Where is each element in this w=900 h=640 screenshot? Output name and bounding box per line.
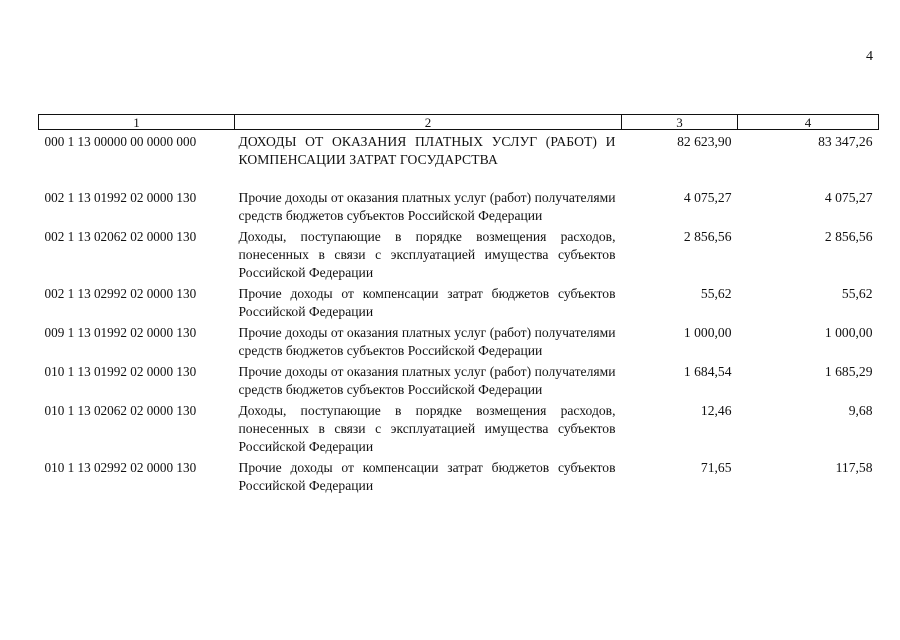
revenue-name: Прочие доходы от компенсации затрат бюджетов субъектов Российской Федерации: [238, 286, 616, 319]
value-column-3: 1 684,54: [683, 364, 732, 379]
value-column-3: 2 856,56: [683, 229, 732, 244]
table-row: [39, 189, 879, 228]
value-column-3: 55,62: [700, 286, 732, 301]
value-column-3: 12,46: [700, 403, 732, 418]
budget-code: 010 1 13 02992 02 0000 130: [44, 460, 197, 475]
value-column-4: 117,58: [835, 460, 873, 475]
revenue-name: Прочие доходы от оказания платных услуг (работ) получателями средств бюджетов субъектов Российской Федерации: [238, 190, 616, 223]
budget-code: 002 1 13 02062 02 0000 130: [44, 229, 197, 244]
column-header-2: 2: [235, 115, 622, 130]
value-column-4: 55,62: [841, 286, 873, 301]
value-column-4: 4 075,27: [824, 190, 873, 205]
table-header: [39, 115, 879, 130]
budget-code: 009 1 13 01992 02 0000 130: [44, 325, 197, 340]
value-column-3: 82 623,90: [677, 134, 732, 149]
value-column-3: 4 075,27: [683, 190, 732, 205]
value-column-3: 1 000,00: [683, 325, 732, 340]
revenue-table: [38, 114, 879, 498]
table-row: [39, 324, 879, 363]
table-row: [39, 130, 879, 170]
table-row: [39, 363, 879, 402]
row-spacer: [39, 169, 879, 189]
table-row: [39, 228, 879, 285]
revenue-name: Доходы, поступающие в порядке возмещения расходов, понесенных в связи с эксплуатацией имущества субъектов Российской Федерации: [238, 229, 616, 280]
page-number: 4: [866, 49, 873, 64]
table-row: [39, 459, 879, 498]
budget-code: 010 1 13 02062 02 0000 130: [44, 403, 197, 418]
revenue-name: Прочие доходы от оказания платных услуг (работ) получателями средств бюджетов субъектов Российской Федерации: [238, 364, 616, 397]
value-column-4: 1 000,00: [824, 325, 873, 340]
budget-code: 000 1 13 00000 00 0000 000: [44, 134, 197, 149]
revenue-name: Прочие доходы от оказания платных услуг (работ) получателями средств бюджетов субъектов Российской Федерации: [238, 325, 616, 358]
column-header-3: 3: [622, 115, 738, 130]
value-column-4: 1 685,29: [824, 364, 873, 379]
budget-code: 010 1 13 01992 02 0000 130: [44, 364, 197, 379]
column-header-1: 1: [39, 115, 235, 130]
table-row: [39, 402, 879, 459]
table-body: [39, 130, 879, 499]
revenue-name: ДОХОДЫ ОТ ОКАЗАНИЯ ПЛАТНЫХ УСЛУГ (РАБОТ) И КОМПЕНСАЦИИ ЗАТРАТ ГОСУДАРСТВА: [238, 134, 616, 167]
revenue-name: Прочие доходы от компенсации затрат бюджетов субъектов Российской Федерации: [238, 460, 616, 493]
revenue-name: Доходы, поступающие в порядке возмещения расходов, понесенных в связи с эксплуатацией имущества субъектов Российской Федерации: [238, 403, 616, 454]
value-column-4: 2 856,56: [824, 229, 873, 244]
value-column-3: 71,65: [700, 460, 732, 475]
value-column-4: 9,68: [848, 403, 873, 418]
table-row: [39, 285, 879, 324]
value-column-4: 83 347,26: [818, 134, 873, 149]
budget-code: 002 1 13 02992 02 0000 130: [44, 286, 197, 301]
column-header-4: 4: [738, 115, 879, 130]
budget-code: 002 1 13 01992 02 0000 130: [44, 190, 197, 205]
header-row: [39, 115, 879, 130]
